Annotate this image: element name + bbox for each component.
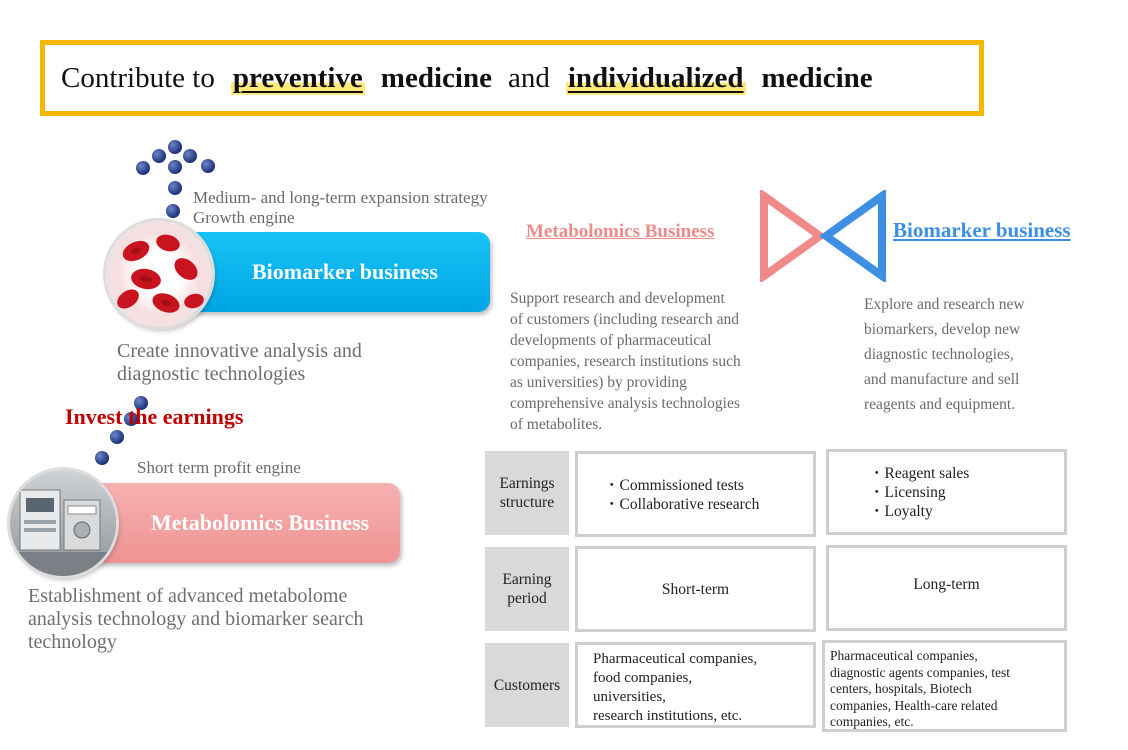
biomarker-period-cell — [826, 545, 1067, 631]
biomarker-desc-line: biomarkers, develop new — [864, 321, 1021, 338]
customer-line: centers, hospitals, Biotech — [830, 681, 972, 696]
header-word-medicine-1: medicine — [380, 61, 492, 94]
blood-cells-image — [106, 221, 212, 327]
dot-icon — [183, 149, 197, 163]
metabolomics-caption-line1: Establishment of advanced metabolome — [28, 585, 348, 607]
bullet-item: ・ Commissioned tests — [604, 476, 813, 495]
metabolomics-desc-line: as universities) by providing — [510, 374, 687, 391]
metabolomics-business-title: Metabolomics Business — [526, 221, 715, 242]
metabolomics-desc-line: developments of pharmaceutical — [510, 332, 712, 349]
biomarker-customers-cell — [822, 640, 1067, 732]
header-highlight-preventive: preventive — [232, 61, 363, 94]
metabolomics-desc-line: Support research and development — [510, 290, 725, 307]
biomarker-business-title: Biomarker business — [893, 218, 1071, 242]
header-prefix: Contribute to — [61, 61, 215, 94]
bullet-item: ・ Licensing — [869, 483, 1064, 502]
metabolomics-caption — [28, 585, 363, 654]
biomarker-business-label: Biomarker business — [251, 259, 438, 284]
dot-icon — [168, 160, 182, 174]
metabolomics-desc-line: of customers (including research and — [510, 311, 739, 328]
bullet-item: ・ Collaborative research — [604, 495, 813, 514]
metabolomics-customers-cell — [575, 642, 816, 728]
metabolomics-period-cell — [575, 546, 816, 632]
row-header-earning-period — [485, 547, 569, 631]
biomarker-desc-line: diagnostic technologies, — [864, 346, 1014, 363]
metabolomics-desc-line: of metabolites. — [510, 416, 603, 433]
short-term-engine-label: Short term profit engine — [137, 458, 301, 477]
strategy-line2: Growth engine — [193, 208, 295, 227]
dot-icon — [168, 140, 182, 154]
biomarker-description — [864, 292, 1094, 417]
metabolomics-desc-line: companies, research institutions such — [510, 353, 741, 370]
metabolomics-caption-line2: analysis technology and biomarker search — [28, 608, 364, 630]
metabolomics-description — [510, 288, 800, 435]
biomarker-caption-line2: diagnostic technologies — [117, 363, 306, 385]
customer-line: universities, — [593, 689, 666, 705]
customer-line: diagnostic agents companies, test — [830, 664, 1010, 680]
row-header-customers — [485, 643, 569, 727]
bullet-item: ・ Loyalty — [869, 502, 1064, 521]
dot-icon — [201, 159, 215, 173]
dot-icon — [95, 451, 109, 465]
customer-line: companies, etc. — [830, 714, 914, 729]
lab-equipment-image — [10, 470, 116, 576]
metabolomics-business-label: Metabolomics Business — [150, 510, 370, 535]
strategy-text — [193, 188, 488, 228]
biomarker-desc-line: and manufacture and sell — [864, 371, 1020, 388]
dot-icon — [136, 161, 150, 175]
customer-line: Pharmaceutical companies, — [593, 651, 758, 667]
metabolomics-earnings-cell — [575, 451, 816, 537]
customer-line: Pharmaceutical companies, — [830, 648, 978, 663]
bowtie-icon — [756, 190, 890, 282]
header-middle-and: and — [507, 61, 550, 94]
row-header-line: Earnings — [499, 475, 555, 492]
biomarker-desc-line: reagents and equipment. — [864, 396, 1016, 413]
header-highlight-individualized: individualized — [567, 61, 744, 94]
period-value: Short-term — [661, 580, 730, 598]
biomarker-earnings-cell — [826, 449, 1067, 535]
biomarker-caption-line1: Create innovative analysis and — [117, 340, 362, 362]
row-header-line: period — [507, 590, 547, 607]
header-word-medicine-2: medicine — [761, 61, 873, 94]
strategy-line1: Medium- and long-term expansion strategy — [193, 188, 488, 207]
row-header-earnings-structure — [485, 451, 569, 535]
biomarker-desc-line: Explore and research new — [864, 296, 1025, 313]
period-value: Long-term — [913, 575, 980, 593]
row-header-line: structure — [499, 494, 555, 511]
dot-icon — [152, 149, 166, 163]
header-banner — [40, 40, 984, 116]
customer-line: research institutions, etc. — [593, 708, 743, 724]
bullet-item: ・ Reagent sales — [869, 464, 1064, 483]
row-header-line: Earning — [502, 571, 552, 588]
dot-icon — [166, 204, 180, 218]
biomarker-caption — [117, 340, 362, 386]
dot-icon — [168, 181, 182, 195]
metabolomics-caption-line3: technology — [28, 631, 117, 653]
row-header-line: Customers — [493, 676, 561, 694]
dot-icon — [110, 430, 124, 444]
customer-line: companies, Health-care related — [830, 697, 998, 713]
customer-line: food companies, — [593, 670, 693, 686]
metabolomics-desc-line: comprehensive analysis technologies — [510, 395, 740, 412]
invest-earnings-label: Invest the earnings — [65, 404, 244, 429]
